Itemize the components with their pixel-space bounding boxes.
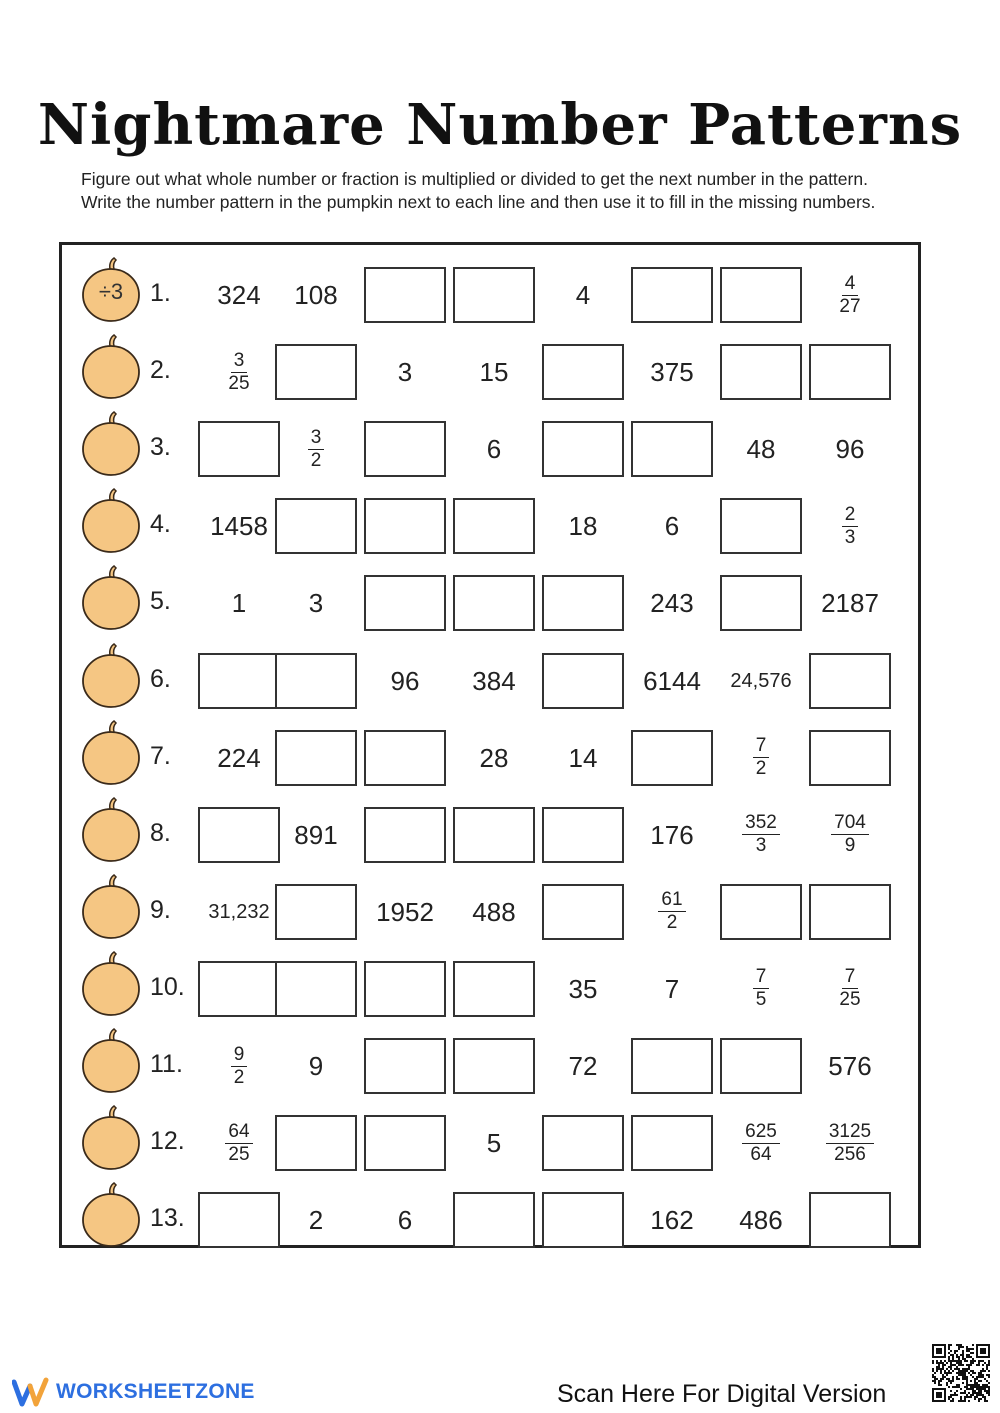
number-value: 6 [397,1205,413,1236]
number-value: 15 [479,357,509,388]
fraction-numerator: 7 [753,966,770,989]
answer-box-border[interactable] [720,344,802,400]
number-value: 9 [308,1051,324,1081]
fraction-denominator: 64 [750,1143,772,1165]
number-value: 324 [217,280,261,310]
pumpkin-icon [81,1182,141,1248]
answer-box-border[interactable] [453,575,535,631]
answer-box[interactable] [542,344,624,400]
fraction [720,1115,802,1171]
answer-box[interactable] [364,421,446,477]
row-number: 1. [150,279,171,307]
pattern-row [62,943,918,1020]
answer-box[interactable] [364,498,446,554]
pumpkin-icon [81,720,141,786]
number-value: 96 [390,665,420,696]
answer-box[interactable] [275,884,357,940]
given-number [720,1192,802,1248]
given-number [631,575,713,631]
answer-box[interactable] [364,1115,446,1171]
fraction-numerator: 625 [742,1121,780,1144]
answer-box-border[interactable] [198,653,280,709]
answer-box[interactable] [631,1115,713,1171]
number-value: 24,576 [730,669,792,692]
answer-box-border[interactable] [542,344,624,400]
pattern-row [62,1097,918,1174]
pumpkin-icon [81,488,141,554]
answer-box[interactable] [453,498,535,554]
given-number [631,961,713,1017]
given-number [198,884,280,940]
number-value: 1 [231,588,247,619]
pumpkin-rule-text: ÷3 [98,279,124,304]
pumpkin-answer-field[interactable] [81,1105,141,1171]
pumpkin-answer-field[interactable] [81,488,141,554]
number-value: 96 [835,434,865,465]
given-fraction [809,961,891,1017]
answer-box[interactable] [542,421,624,477]
number-value: 486 [739,1205,783,1236]
pumpkin-answer-field[interactable] [81,1182,141,1248]
answer-box-border[interactable] [631,730,713,786]
pumpkin-answer-field[interactable] [81,797,141,863]
fraction-denominator: 5 [755,989,767,1011]
given-number [542,1038,624,1094]
answer-box-border[interactable] [720,267,802,323]
answer-box-border[interactable] [720,498,802,554]
answer-box-border[interactable] [809,1192,891,1248]
given-number [364,344,446,400]
fraction-denominator: 2 [233,1066,245,1088]
answer-box[interactable] [720,498,802,554]
pumpkin-answer-field[interactable] [81,257,141,323]
pattern-row [62,326,918,403]
answer-box[interactable] [364,807,446,863]
answer-box[interactable] [453,1038,535,1094]
answer-box-border[interactable] [275,961,357,1017]
fraction-denominator: 3 [755,835,767,857]
answer-box-border[interactable] [720,575,802,631]
fraction-numerator: 61 [658,889,685,912]
answer-box[interactable] [809,1192,891,1248]
number-value: 6 [664,511,680,542]
pumpkin-answer-field[interactable] [81,565,141,631]
number-value: 35 [568,973,598,1004]
fraction [198,344,280,400]
fraction-numerator: 2 [842,504,859,527]
answer-box-border[interactable] [364,421,446,477]
pumpkin-answer-field[interactable] [81,334,141,400]
number-value: 384 [472,665,516,696]
pumpkin-answer-field[interactable] [81,720,141,786]
answer-box-border[interactable] [453,267,535,323]
number-value: 7 [664,973,680,1004]
number-value: 31,232 [208,900,270,923]
given-fraction [198,1115,280,1171]
answer-box-border[interactable] [275,730,357,786]
fraction-denominator: 9 [844,835,856,857]
answer-box-border[interactable] [453,498,535,554]
answer-box[interactable] [720,1038,802,1094]
answer-box[interactable] [453,807,535,863]
given-number [542,267,624,323]
answer-box-border[interactable] [542,575,624,631]
answer-box[interactable] [453,267,535,323]
given-number [275,267,357,323]
answer-box[interactable] [720,344,802,400]
answer-box[interactable] [631,421,713,477]
pattern-row [62,866,918,943]
given-number [631,807,713,863]
pattern-row [62,480,918,557]
number-value: 6144 [643,665,701,696]
pumpkin-icon [81,951,141,1017]
fraction-numerator: 3125 [826,1121,874,1144]
pumpkin-answer-field[interactable] [81,874,141,940]
number-value: 1952 [376,896,434,927]
answer-box-border[interactable] [542,1192,624,1248]
answer-box[interactable] [720,267,802,323]
answer-box-border[interactable] [364,1038,446,1094]
answer-box[interactable] [809,730,891,786]
row-number: 4. [150,510,171,539]
brand-logo[interactable] [12,1374,255,1410]
given-fraction [809,1115,891,1171]
row-number: 13. [150,1204,185,1233]
given-number [453,1115,535,1171]
answer-box-border[interactable] [453,1192,535,1248]
answer-box-border[interactable] [720,1038,802,1094]
answer-box-border[interactable] [275,653,357,709]
given-number [275,575,357,631]
given-number [453,730,535,786]
fraction-denominator: 3 [844,526,856,548]
pumpkin-answer-field[interactable] [81,951,141,1017]
answer-box[interactable] [275,498,357,554]
given-fraction [809,498,891,554]
instructions-text: Figure out what whole number or fraction is multiplied or divided to get the next number in the pattern. Write the number pattern in the pumpkin next to each line and then use it to fill in the missing numbers. [81,169,876,212]
answer-box[interactable] [275,344,357,400]
answer-box[interactable] [275,653,357,709]
given-number [720,653,802,709]
qr-code-icon[interactable] [932,1344,990,1402]
answer-box-border[interactable] [364,807,446,863]
given-number [453,344,535,400]
given-number [275,1192,357,1248]
given-fraction [720,1115,802,1171]
number-value: 72 [568,1051,598,1081]
fraction [809,1115,891,1171]
given-number [198,730,280,786]
fraction-denominator: 25 [839,989,861,1011]
given-fraction [720,807,802,863]
answer-box[interactable] [720,575,802,631]
fraction-denominator: 2 [310,449,322,471]
answer-box[interactable] [275,961,357,1017]
given-number [631,1192,713,1248]
number-value: 18 [568,511,598,542]
number-value: 2 [308,1205,324,1236]
answer-box-border[interactable] [364,267,446,323]
pattern-sheet [59,242,921,1248]
row-number: 6. [150,664,171,693]
answer-box[interactable] [198,421,280,477]
pumpkin-answer-field[interactable] [81,643,141,709]
number-value: 176 [650,819,694,850]
number-value: 243 [650,588,694,619]
scan-text: Scan Here For Digital Version [557,1380,887,1408]
fraction [720,807,802,863]
given-fraction [198,344,280,400]
given-number [453,653,535,709]
number-value: 6 [486,434,502,465]
pumpkin-icon [81,334,141,400]
answer-box-border[interactable] [542,807,624,863]
answer-box[interactable] [809,344,891,400]
answer-box[interactable] [542,1115,624,1171]
answer-box[interactable] [720,884,802,940]
answer-box[interactable] [453,1192,535,1248]
given-fraction [720,961,802,1017]
answer-box[interactable] [542,575,624,631]
row-number: 3. [150,433,171,462]
answer-box[interactable] [364,267,446,323]
number-value: 4 [575,280,591,310]
row-number: 7. [150,741,171,770]
given-number [364,884,446,940]
given-number [453,884,535,940]
fraction [809,267,891,323]
given-fraction [720,730,802,786]
answer-box-border[interactable] [809,653,891,709]
number-value: 28 [479,742,509,773]
fraction [275,421,357,477]
pumpkin-icon [81,797,141,863]
answer-box[interactable] [364,575,446,631]
row-number: 10. [150,972,185,1001]
answer-box[interactable] [364,961,446,1017]
fraction-denominator: 25 [228,372,250,394]
answer-box-border[interactable] [809,344,891,400]
row-number: 8. [150,818,171,847]
answer-box[interactable] [198,653,280,709]
answer-box-border[interactable] [275,884,357,940]
given-number [631,344,713,400]
given-number [809,575,891,631]
pumpkin-icon [81,1105,141,1171]
answer-box-border[interactable] [542,421,624,477]
answer-box[interactable] [275,1115,357,1171]
given-number [809,1038,891,1094]
pattern-row [62,557,918,634]
number-value: 2187 [821,588,879,619]
answer-box[interactable] [809,653,891,709]
given-number [364,1192,446,1248]
given-fraction [275,421,357,477]
pumpkin-answer-field[interactable] [81,411,141,477]
number-value: 48 [746,434,776,465]
fraction-numerator: 7 [842,966,859,989]
number-value: 108 [294,280,338,310]
fraction [720,730,802,786]
row-number: 9. [150,895,171,924]
answer-box-border[interactable] [453,1038,535,1094]
given-number [542,730,624,786]
answer-box-border[interactable] [198,421,280,477]
pattern-row [62,789,918,866]
number-value: 3 [397,357,413,388]
answer-box[interactable] [631,1038,713,1094]
answer-box-border[interactable] [720,884,802,940]
fraction-denominator: 25 [228,1143,250,1165]
fraction-denominator: 27 [839,295,861,317]
fraction-numerator: 3 [231,350,248,373]
pumpkin-icon [81,874,141,940]
number-value: 576 [828,1051,872,1081]
fraction-numerator: 9 [231,1044,248,1067]
answer-box[interactable] [453,575,535,631]
fraction-numerator: 4 [842,273,859,296]
given-number [453,421,535,477]
answer-box[interactable] [453,961,535,1017]
row-number: 2. [150,356,171,385]
answer-box-border[interactable] [453,961,535,1017]
answer-box-border[interactable] [542,884,624,940]
answer-box-border[interactable] [364,1115,446,1171]
given-number [364,653,446,709]
answer-box[interactable] [809,884,891,940]
row-number: 12. [150,1127,185,1156]
pumpkin-icon [81,1028,141,1094]
given-fraction [809,807,891,863]
pumpkin-answer-field[interactable] [81,1028,141,1094]
answer-box-border[interactable] [364,575,446,631]
given-number [542,961,624,1017]
brand-name: WORKSHEETZONE [56,1380,255,1403]
answer-box-border[interactable] [809,730,891,786]
worksheet-title: Nightmare Number Patterns [37,92,963,158]
fraction [809,807,891,863]
pattern-row [62,1174,918,1251]
answer-box[interactable] [364,730,446,786]
answer-box-border[interactable] [631,1038,713,1094]
fraction-denominator: 256 [834,1143,866,1165]
number-value: 488 [472,896,516,927]
answer-box-border[interactable] [631,421,713,477]
given-number [275,807,357,863]
pattern-row [62,403,918,480]
pattern-row [62,249,918,326]
fraction [198,1115,280,1171]
fraction-numerator: 352 [742,812,780,835]
answer-box-border[interactable] [809,884,891,940]
answer-box[interactable] [542,1192,624,1248]
answer-box[interactable] [631,730,713,786]
pumpkin-icon [81,411,141,477]
given-number [198,498,280,554]
answer-box-border[interactable] [631,267,713,323]
fraction [631,884,713,940]
number-value: 891 [294,819,338,850]
number-value: 1458 [210,511,268,542]
given-fraction [631,884,713,940]
given-number [275,1038,357,1094]
fraction [809,961,891,1017]
given-number [809,421,891,477]
fraction [720,961,802,1017]
pattern-row [62,635,918,712]
number-value: 5 [486,1128,502,1159]
worksheetzone-logo-icon [12,1376,50,1408]
given-number [720,421,802,477]
answer-box[interactable] [542,807,624,863]
number-value: 14 [568,742,598,773]
answer-box-border[interactable] [364,730,446,786]
fraction-denominator: 2 [755,758,767,780]
answer-box[interactable] [542,884,624,940]
pumpkin-icon [81,565,141,631]
answer-box-border[interactable] [542,653,624,709]
answer-box-border[interactable] [453,807,535,863]
fraction-denominator: 2 [666,912,678,934]
row-number: 5. [150,587,171,616]
answer-box-border[interactable] [198,961,280,1017]
given-number [631,498,713,554]
fraction-numerator: 3 [308,427,325,450]
pumpkin-icon [81,643,141,709]
answer-box[interactable] [198,961,280,1017]
answer-box[interactable] [631,267,713,323]
pattern-row [62,712,918,789]
answer-box[interactable] [275,730,357,786]
number-value: 3 [308,588,324,619]
answer-box-border[interactable] [275,498,357,554]
fraction-numerator: 704 [831,812,869,835]
row-number: 11. [150,1050,183,1078]
fraction [809,498,891,554]
fraction-numerator: 64 [225,1121,252,1144]
number-value: 375 [650,357,694,388]
answer-box-border[interactable] [364,498,446,554]
answer-box-border[interactable] [631,1115,713,1171]
answer-box[interactable] [364,1038,446,1094]
answer-box-border[interactable] [364,961,446,1017]
fraction-numerator: 7 [753,735,770,758]
pattern-row [62,1020,918,1097]
answer-box-border[interactable] [275,1115,357,1171]
number-value: 224 [217,742,261,773]
answer-box-border[interactable] [542,1115,624,1171]
given-number [542,498,624,554]
answer-box[interactable] [542,653,624,709]
number-value: 162 [650,1205,694,1236]
answer-box-border[interactable] [275,344,357,400]
given-fraction [809,267,891,323]
given-number [631,653,713,709]
